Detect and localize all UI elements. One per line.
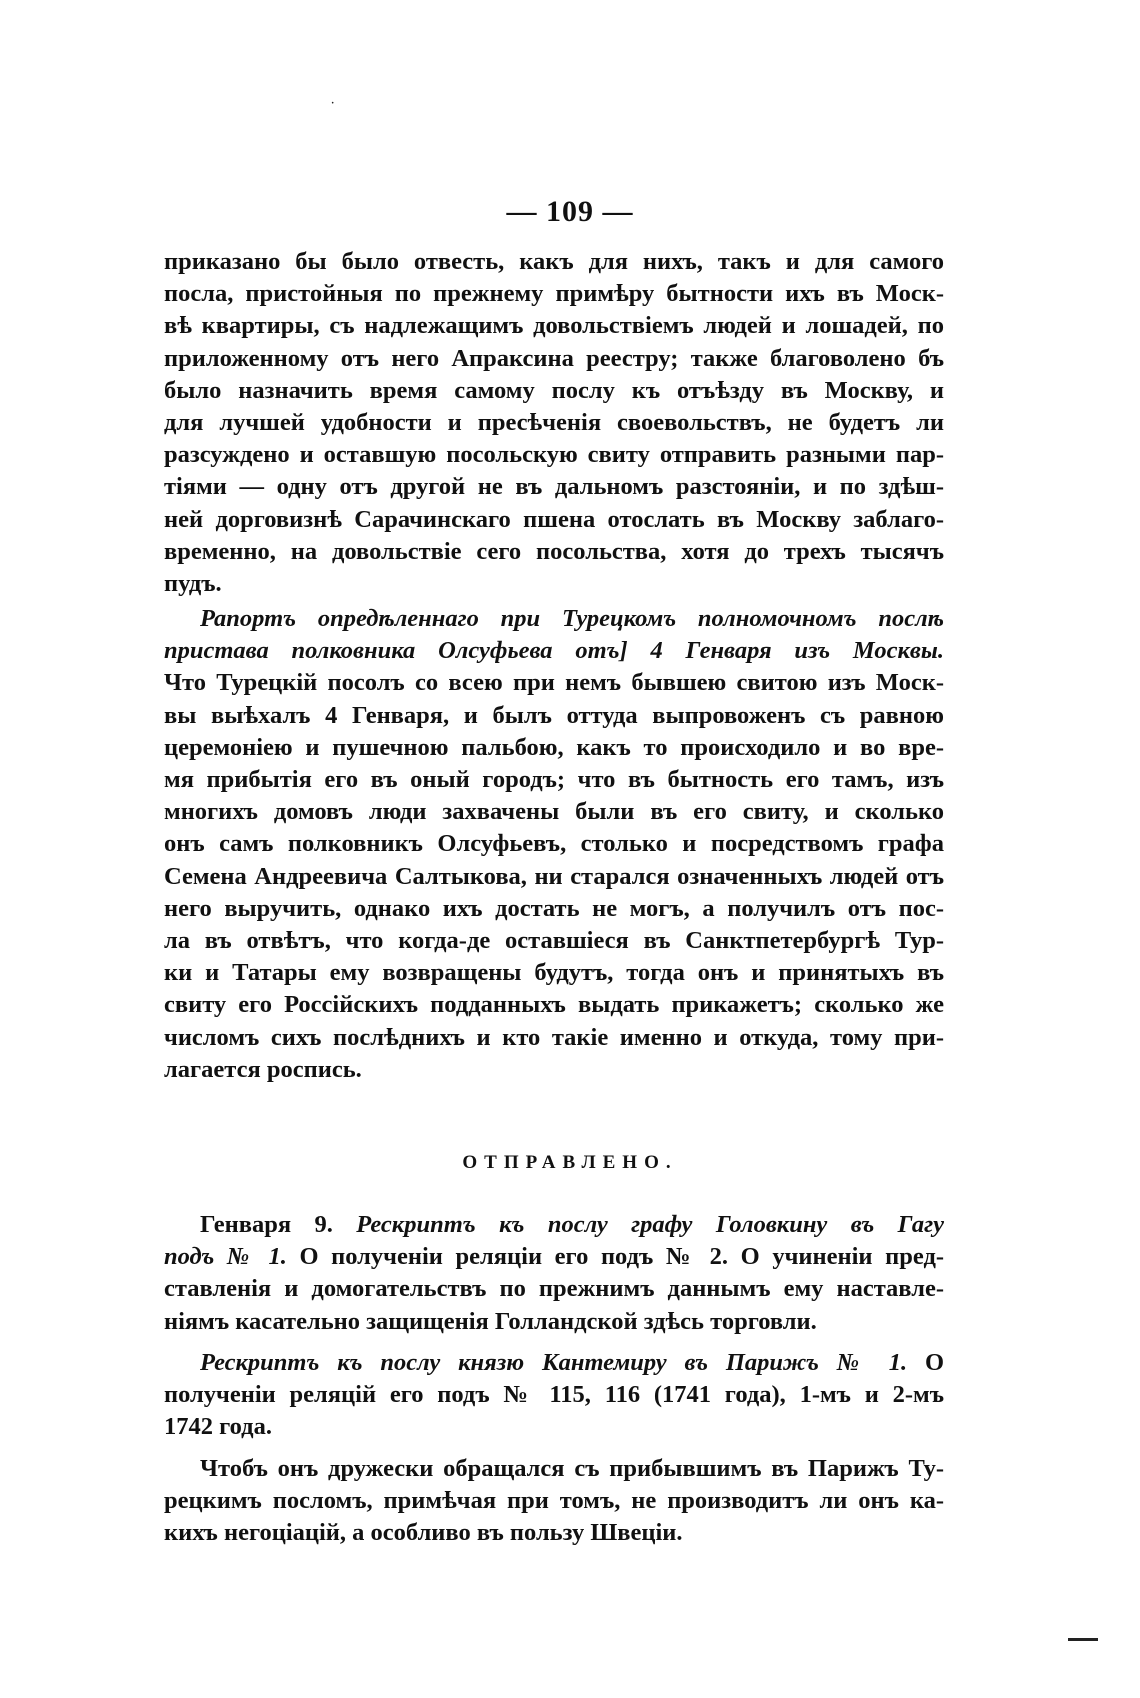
- print-speck: ·: [331, 98, 335, 109]
- text-line: 1742 года.: [164, 1413, 272, 1441]
- text-line: полученiи реляцiй его подъ № 115, 116 (1741 года), 1-мъ и 2-мъ: [164, 1381, 944, 1409]
- margin-mark: [1068, 1638, 1098, 1641]
- text-line: пудъ.: [164, 570, 222, 598]
- text-line: посла, пристойныя по прежнему примѣру бытности ихъ въ Моск-: [164, 280, 944, 308]
- paragraph-1: [164, 246, 944, 600]
- text-line: приложенному отъ него Апраксина реестру; также благоволено бъ: [164, 344, 944, 372]
- entry-line: [164, 1241, 944, 1273]
- text-line: церемонiею и пушечною пальбою, какъ то происходило и во вре-: [164, 733, 944, 761]
- text-line: кихъ негоцiацiй, а особливо въ пользу Швецiи.: [164, 1519, 683, 1547]
- text-line: онъ самъ полковникъ Олсуфьевъ, столько и посредствомъ графа: [164, 830, 944, 858]
- text-line: ла въ отвѣтъ, что когда-де оставшiеся въ Санктпетербургѣ Тур-: [164, 927, 944, 955]
- text-line: Семена Андреевича Салтыкова, ни старался означенныхъ людей отъ: [164, 862, 944, 890]
- rescript-entry-2: [164, 1347, 944, 1444]
- entry-text: О полученiи реляцiи его подъ № 2. О учиненiи пред-: [299, 1243, 944, 1271]
- text-line: было назначить время самому послу къ отъѣзду въ Москву, и: [164, 376, 944, 404]
- text-line: Чтобъ онъ дружески обращался съ прибывшимъ въ Парижъ Ту-: [200, 1455, 944, 1482]
- text-line: числомъ сихъ послѣднихъ и кто такiе именно и откуда, тому при-: [164, 1023, 944, 1051]
- entry-title: Рескриптъ къ послу графу Головкину въ Гагу: [356, 1211, 944, 1238]
- entry-number: подъ № 1.: [164, 1243, 287, 1271]
- entry-number: № 1.: [836, 1349, 908, 1376]
- section-heading: ОТПРАВЛЕНО.: [462, 1152, 678, 1173]
- text-line: Что Турецкiй посолъ со всею при немъ бывшею свитою изъ Моск-: [164, 669, 944, 697]
- text-line: временно, на довольствiе сего посольства, хотя до трехъ тысячъ: [164, 537, 944, 565]
- text-line: для лучшей удобности и пресѣченiя своевольствъ, не будетъ ли: [164, 409, 944, 437]
- text-line: вы выѣхалъ 4 Генваря, и былъ оттуда выпровоженъ съ равною: [164, 701, 944, 729]
- text-line: лагается роспись.: [164, 1055, 362, 1083]
- entry-line: [164, 1347, 944, 1379]
- text-line: ки и Татары ему возвращены будутъ, тогда онъ и принятыхъ въ: [164, 959, 944, 987]
- rescript-entry-1: [164, 1209, 944, 1338]
- report-title-line: Рапортъ опредѣленнаго при Турецкомъ полномочномъ послѣ: [200, 605, 944, 632]
- text-line: вѣ квартиры, съ надлежащимъ довольствiемъ людей и лошадей, по: [164, 312, 944, 340]
- text-line: мя прибытiя его въ оный городъ; что въ бытность его тамъ, изъ: [164, 766, 944, 794]
- paragraph-3: [164, 1453, 944, 1550]
- text-line: свиту его Россiйскихъ подданныхъ выдать прикажетъ; сколько же: [164, 991, 944, 1019]
- entry-date: Генваря 9.: [200, 1211, 333, 1238]
- entry-line: [164, 1209, 944, 1241]
- text-line: многихъ домовъ люди захвачены были въ его свиту, и сколько: [164, 798, 944, 826]
- text-line: него выручить, однако ихъ достать не могъ, а получилъ отъ пос-: [164, 894, 944, 922]
- text-line: приказано бы было отвесть, какъ для нихъ, такъ и для самого: [164, 248, 944, 275]
- entry-text: О: [924, 1349, 944, 1376]
- text-line: ставленiя и домогательствъ по прежнимъ даннымъ ему наставле-: [164, 1275, 944, 1303]
- text-line: ней дорговизнѣ Сарачинскаго пшена отослать въ Москву заблаго-: [164, 505, 944, 533]
- entry-title: Рескриптъ къ послу князю Кантемиру въ Парижъ: [200, 1349, 819, 1376]
- text-line: тiями — одну отъ другой не въ дальномъ разстоянiи, и по здѣш-: [164, 473, 944, 501]
- text-line: рецкимъ посломъ, примѣчая при томъ, не производитъ ли онъ ка-: [164, 1487, 944, 1515]
- text-line: нiямъ касательно защищенiя Голландской здѣсь торговли.: [164, 1307, 817, 1335]
- report-title-line: пристава полковника Олсуфьева отъ] 4 Генваря изъ Москвы.: [164, 637, 944, 665]
- text-line: разсуждено и оставшую посольскую свиту отправить разными пар-: [164, 441, 944, 469]
- report-entry: [164, 603, 944, 1086]
- page-number: — 109 —: [506, 195, 634, 228]
